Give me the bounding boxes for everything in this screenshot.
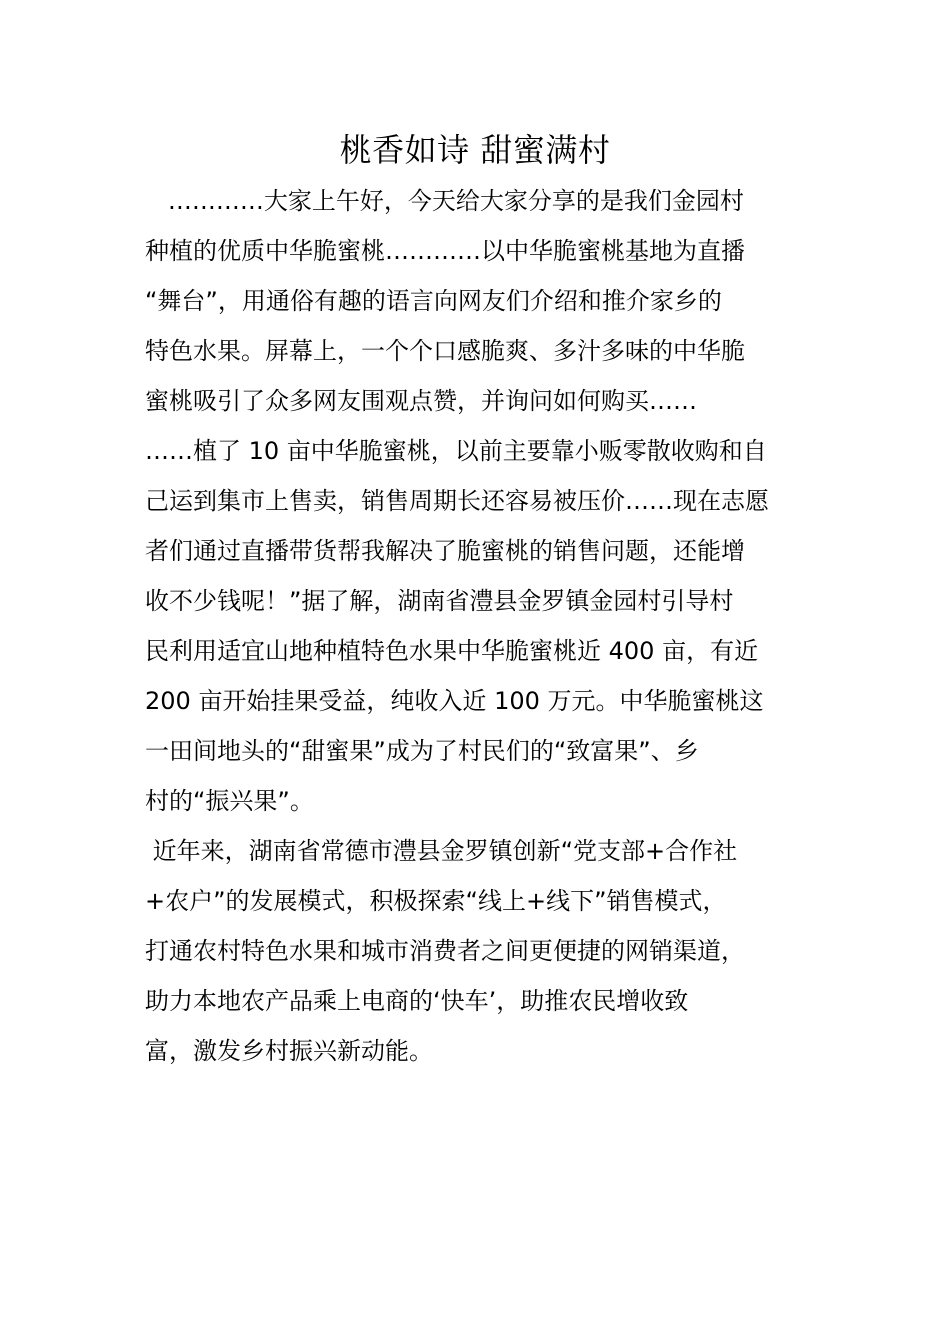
- text-line: 富，激发乡村振兴新动能。: [145, 1037, 433, 1065]
- text-line: 一田间地头的“甜蜜果”成为了村民们的“致富果”、乡: [145, 737, 699, 765]
- text-line: 200 亩开始挂果受益，纯收入近 100 万元。中华脆蜜桃这: [145, 687, 764, 715]
- text-line: 特色水果。屏幕上，一个个口感脆爽、多汁多味的中华脆: [145, 337, 745, 365]
- text-line: 种植的优质中华脆蜜桃…………以中华脆蜜桃基地为直播: [145, 237, 745, 265]
- text-line: “舞台”，用通俗有趣的语言向网友们介绍和推介家乡的: [145, 287, 722, 315]
- text-line: 打通农村特色水果和城市消费者之间更便捷的网销渠道，: [145, 937, 745, 965]
- text-line: 己运到集市上售卖，销售周期长还容易被压价……现在志愿: [145, 487, 769, 515]
- text-line: 者们通过直播带货帮我解决了脆蜜桃的销售问题，还能增: [145, 537, 745, 565]
- text-line: 收不少钱呢！”据了解，湖南省澧县金罗镇金园村引导村: [145, 587, 734, 615]
- text-line: 近年来，湖南省常德市澧县金罗镇创新“党支部+合作社: [145, 837, 738, 865]
- document-title: 桃香如诗 甜蜜满村: [339, 131, 611, 169]
- text-line: 蜜桃吸引了众多网友围观点赞，并询问如何购买……: [145, 387, 697, 415]
- text-line: ……植了 10 亩中华脆蜜桃，以前主要靠小贩零散收购和自: [145, 437, 767, 465]
- text-line: 民利用适宜山地种植特色水果中华脆蜜桃近 400 亩，有近: [145, 637, 759, 665]
- article-body: [145, 176, 810, 1076]
- text-line: 村的“振兴果”。: [145, 787, 314, 815]
- text-line: …………大家上午好，今天给大家分享的是我们金园村: [145, 187, 744, 215]
- text-line: +农户”的发展模式，积极探索“线上+线下”销售模式，: [145, 887, 727, 915]
- text-line: 助力本地农产品乘上电商的‘快车’，助推农民增收致: [145, 987, 689, 1015]
